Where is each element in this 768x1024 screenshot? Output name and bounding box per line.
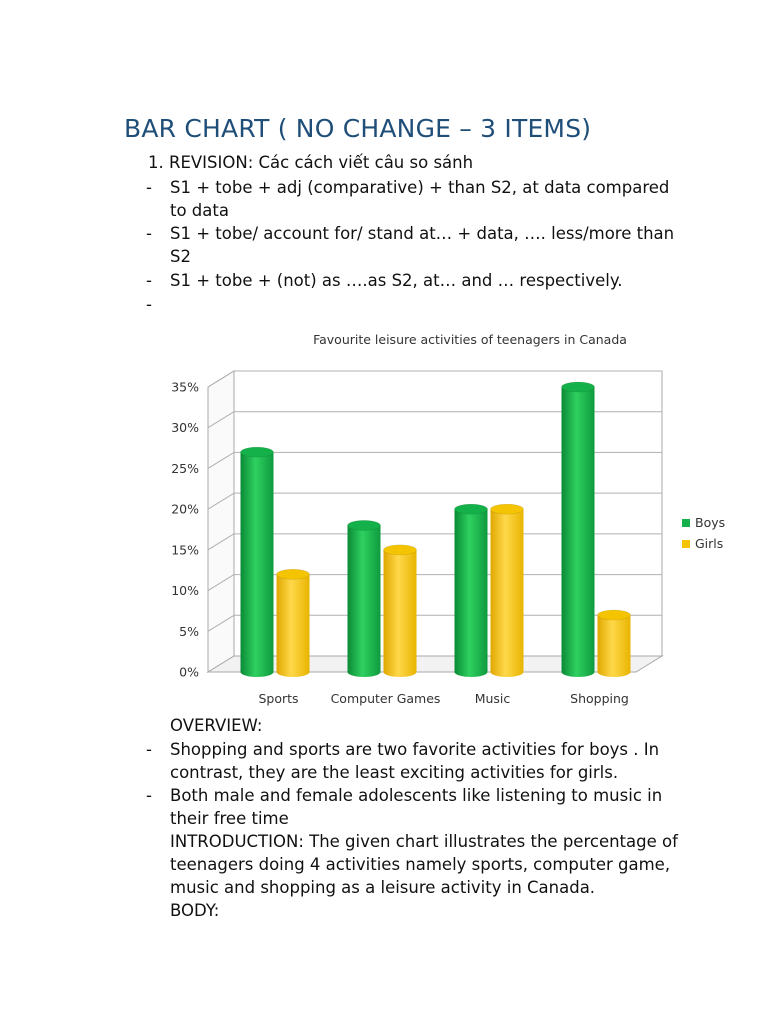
bullet-dash: -: [146, 178, 152, 197]
bar-body: [491, 509, 524, 677]
bar-body: [277, 574, 310, 677]
overview-label: OVERVIEW:: [170, 716, 263, 735]
bar-girls-computer-games: [384, 545, 417, 677]
body-label: BODY:: [170, 901, 220, 920]
introduction-line-1: INTRODUCTION: The given chart illustrates the percentage of: [170, 832, 678, 851]
bullet-dash: -: [146, 740, 152, 759]
bar-cap: [348, 520, 381, 530]
bar-cap: [241, 447, 274, 457]
bullet-dash: -: [146, 786, 152, 805]
bar-cap: [491, 504, 524, 514]
bullet-dash-empty: -: [146, 295, 152, 314]
chart-title: Favourite leisure activities of teenagers in Canada: [313, 332, 627, 347]
x-tick-label: Sports: [258, 691, 299, 706]
overview-bullet-1-line-2: contrast, they are the least exciting activities for girls.: [170, 763, 619, 782]
bar-body: [455, 509, 488, 677]
y-tick-label: 35%: [171, 379, 199, 395]
bar-boys-music: [455, 504, 488, 677]
bullet-dash: -: [146, 224, 152, 243]
overview-bullet-1-line-1: Shopping and sports are two favorite activities for boys . In: [170, 740, 660, 759]
chart-side-wall: [208, 371, 234, 672]
revision-bullet-2-line-2: S2: [170, 247, 191, 266]
introduction-line-3: music and shopping as a leisure activity in Canada.: [170, 878, 596, 897]
bar-body: [384, 550, 417, 677]
y-tick-label: 0%: [179, 664, 199, 680]
y-tick-label: 15%: [171, 542, 199, 558]
bar-body: [348, 525, 381, 677]
legend-label-boys: Boys: [695, 515, 726, 530]
overview-bullet-2-line-1: Both male and female adolescents like listening to music in: [170, 786, 663, 805]
page-title: BAR CHART ( NO CHANGE – 3 ITEMS): [124, 114, 592, 143]
bar-cap: [562, 382, 595, 392]
x-tick-label: Music: [474, 691, 511, 706]
y-tick-label: 25%: [171, 460, 199, 476]
bar-girls-sports: [277, 569, 310, 677]
x-tick-label: Computer Games: [330, 691, 441, 706]
bar-body: [598, 615, 631, 677]
legend-swatch-girls: [682, 540, 690, 548]
bar-cap: [277, 569, 310, 579]
bar-cap: [598, 610, 631, 620]
bar-boys-sports: [241, 447, 274, 677]
bar-cap: [384, 545, 417, 555]
x-tick-label: Shopping: [570, 691, 629, 706]
legend-label-girls: Girls: [695, 536, 724, 551]
bar-boys-computer-games: [348, 520, 381, 677]
overview-bullet-2-line-2: their free time: [170, 809, 289, 828]
bar-body: [562, 387, 595, 677]
legend-swatch-boys: [682, 519, 690, 527]
y-tick-label: 20%: [171, 501, 199, 517]
revision-bullet-2-line-1: S1 + tobe/ account for/ stand at… + data, …. less/more than: [170, 224, 675, 243]
introduction-line-2: teenagers doing 4 activities namely sports, computer game,: [170, 855, 671, 874]
y-tick-label: 5%: [179, 623, 199, 639]
y-tick-label: 10%: [171, 583, 199, 599]
revision-bullet-1-line-2: to data: [170, 201, 229, 220]
revision-heading: 1. REVISION: Các cách viết câu so sánh: [148, 153, 474, 172]
bar-girls-music: [491, 504, 524, 677]
bar-girls-shopping: [598, 610, 631, 677]
y-tick-label: 30%: [171, 420, 199, 436]
bullet-dash: -: [146, 271, 152, 290]
revision-bullet-1-line-1: S1 + tobe + adj (comparative) + than S2, at data compared: [170, 178, 670, 197]
bar-body: [241, 452, 274, 677]
bar-boys-shopping: [562, 382, 595, 677]
revision-bullet-3-line-1: S1 + tobe + (not) as ….as S2, at… and … respectively.: [170, 271, 623, 290]
bar-cap: [455, 504, 488, 514]
